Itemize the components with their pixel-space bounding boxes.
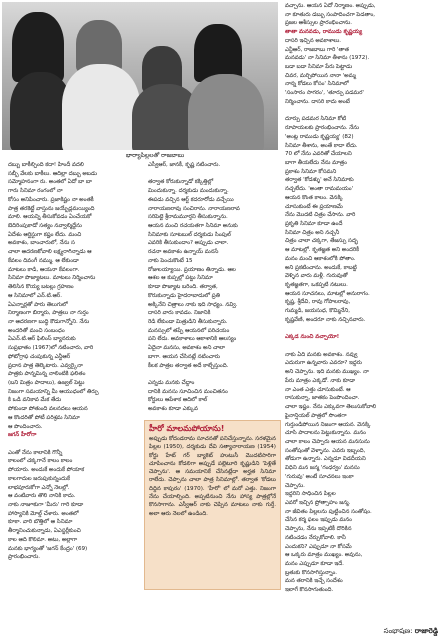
col2-line: సినిమాకు సూటబుల్ దర్శకుడు సింపుల్ <box>148 231 231 238</box>
col3-line: ఆ ఒక్కరు మాత్రం ముఖ్యం. అవును, <box>285 552 363 559</box>
col1-line: సినిమా పొజ్యాటలు. మాటలు నిర్మించాను <box>8 275 96 282</box>
col2-line: రోజులయ్యాయి. ప్రయాణం తిన్నాడు. ఆల <box>148 266 236 273</box>
col3-line: ప్రకాశం సినిమా కోసమని <box>285 168 337 175</box>
col3-line: 'సంసారం సాగరం', 'తూర్పు పడమర' <box>285 90 364 97</box>
col3-line: ఆయన కొంత కాలం. వెనక్కి <box>285 194 343 201</box>
col3-line: నాన్న కోడలు కోసం' సినిమాలో <box>285 81 349 88</box>
col3-line: ఆ మాటల్లో. కృతజ్ఞత అని అందరికీ <box>285 247 360 254</box>
byline-prefix: సంభాషణ: <box>383 627 413 635</box>
box-text: అప్పుడు కోదండరామ సూచనతో పనిచేస్తున్నాను. సరళమైన పిల్లల (1950), దర్శకుడు దేవి సత్యానారాయణ (1954) కోర్టు హేట్ గర్ బ్యాకెట్ హుటుసీ మొదటిసారిగా చూపించాను కోడలిగా అప్పుడే పల్లెటూరి కృష్ణుడిని 'పెళ్లితే చెప్పాను'. ఆ సమయానికే చేసినట్లేదా అర్హత సినిమా రాలేదు. చెప్పాను చాలా పాత్ర సినిమాల్లో. తర్వాత 'కోడలు దిద్దిన కాపురం' (1970). 'హీరో' లో మరో ఎత్తు. నిజంగా నేను చేయాల్సింది. అప్పటినుంచి నేను హాస్య పాత్రల్లోనే కొనసాగాను. ఎస్వీఆర్ నాకు చెప్పిన మాటలు నాకు గుర్తే. అలా ఆరు నెలలో ఉండింది. <box>149 436 276 517</box>
col3-line: ఎన్టీఆర్, రాజబాబు గారి 'తాత <box>285 46 349 53</box>
col3-line: బడా బడా సినిమా పేరు పెట్టాడు <box>285 64 353 71</box>
photo-caption: భార్యాపిల్లలతో రాజబాబు <box>125 152 185 159</box>
col1-line: మనకు భాగ్యంతో 'జగన్ కేంద్రం' (69) <box>8 545 88 552</box>
col1-line: అవకాశం, బాంచారులో, నేను స <box>8 240 75 247</box>
col1-line <box>8 440 138 449</box>
col3-line: గుమ్మడి, జయసుధ, కొమ్మినేని, <box>285 308 351 315</box>
col3-line: చాలా ఇష్టం. నేను ఎక్కువగా తెలుసుకోవాలి <box>285 404 377 411</box>
col3-line: కృతజ్ఞతగా, ఒకప్పటి నటులు. <box>285 282 348 288</box>
col1-line: లాభపూరుకోగా ఎన్నో నెలల్లో. <box>8 484 70 491</box>
col1-line: హాస్యానికి మోల్డ్ చేశారు. అంతలో <box>8 510 79 517</box>
col1-line: (బని మిత్రం పాదాలు), ఉజ్వల్ పెట్టు <box>8 379 85 386</box>
col3-line: సంతోషంతో వెళ్ళాను. ఎవరు ఇబ్బంది, <box>285 447 366 454</box>
col3-line: నా కూతురు డబ్బు సంపాదించగా పెడతాం, <box>285 11 376 18</box>
col2-line: ఈపడు వచ్చిన ఆర్ట్ కదరూరోడు వచ్చేయి <box>148 196 234 203</box>
col1-line: ఆ వంటివారు తొలి నానికి కాదు. <box>8 493 76 500</box>
col1-line: తెలిసిన కొయ్య బటల్లు గ్రహణం <box>8 284 74 291</box>
col3-line <box>285 107 440 116</box>
col3-line: నటించడం నేర్చుకోవాలి. కానీ <box>285 534 346 541</box>
col3-line: ఎవరో ఇచ్చిన ప్రోత్సాహం జన్మ. <box>285 499 351 506</box>
col3-line: ఆయన సూచనలు, మాటల్లో అనురాగం. <box>285 290 370 297</box>
col1-line: చాలా ఆదరణకోవాలి లక్ష్యరాగిన్నాడు ఆ <box>8 249 92 256</box>
col3-line: చెప్పాను. <box>285 482 305 489</box>
col2-line: సరిపెట్టె శ్రీరామమూర్తని తీసుకున్నాను. <box>148 214 228 221</box>
col3-line: తర్వాత 'కోడళ్ళు' అనే సినిమాకు <box>285 177 354 184</box>
col3-line: అని ప్రకటించాను. అందుకే, కాబట్టి <box>285 264 357 271</box>
col1-line: ఆ కొందరితో పోటీ పరిశ్రమ సినిమా <box>8 414 80 421</box>
col3-line: పేరు మాత్రం ఎక్కడో. నాకు కూడా <box>285 377 356 384</box>
col3-line: 'గురువు' అంటే సూచనలు ఇంకా <box>285 473 354 480</box>
col1-line: సుప్రభాతం (1967)లో నటించారు, వారి <box>8 345 94 352</box>
col3-line: రాసుకున్నా, జాతకం పెంపొందించా. <box>285 395 360 402</box>
col3-line: బాగా తీయలేదు నేను మాత్రం <box>285 159 347 166</box>
col3-line: మనం ఎప్పుడూ కూడా ఇదే. <box>285 561 344 567</box>
col1-line: ఏఎన్.టి.ఆర్ ఫిలింస్ బ్యానరుకు <box>8 336 76 343</box>
col1-line: తీర్మానించుకున్నాడు, ఏఎస్జర్లీకుంచి <box>8 528 81 535</box>
col2-line: కూడా పొజ్యాట బరింది. తర్వాత, <box>148 284 218 291</box>
col3-line: చూసుకుంటే ఈ ప్రయాణమే <box>285 203 343 210</box>
col1-line: నా ఆదరణగా బుద్ధి కౌడుగాన్నోని. నేను <box>8 318 90 325</box>
col1-line: ప్రదాన పాత్ర తెల్కెటారు. ఎవ్వర్కైనా <box>8 362 83 369</box>
col1-line: కాలగాదుల జరుపుకున్నందుకే <box>8 475 70 482</box>
col3-line: చాలా కాలం చెప్పారు ఆయన మనసును <box>285 438 370 445</box>
col3-line: విధిని మన జన్మ 'గంధర్వం' మనసు <box>285 465 360 472</box>
col3-line: రూపాయలకు ప్రారంభించాను. నేను <box>285 125 359 132</box>
col2-line: అవకాశం కూడా ఎక్కువ <box>148 406 198 413</box>
col3-line: 70 లో నేను ఎవరితో చేయాలని <box>285 151 352 158</box>
col1-line: ఏఎన్నార్లతో పారు తెలుగులో <box>8 301 68 308</box>
col2-line: మనస్సులో తప్పే ఆయనలో పరిచయం <box>148 327 230 334</box>
col3-line: 'అంట్ల రాముడు కృష్ణయ్య' (82) <box>285 133 354 140</box>
byline-name: రాజారెడ్డి <box>414 627 438 635</box>
col1-line: కాల ఆది కొలిమా. అటు, అల్లాగా <box>8 536 78 543</box>
col3-line: చిత్రం చాలా చక్కగా, తేజస్సు సద్భ <box>285 238 358 245</box>
col1-line: కూకా. వారి బొత్తిలో ఆ సినిమా <box>8 519 73 526</box>
col1-line: గారు సినిమా రంగంలో నా <box>8 188 63 195</box>
col1-line: ప్రారంభించారు. <box>8 554 40 561</box>
col3-line: తోడుగా ఉన్నారు. ఎన్నడూ విడదీయని <box>285 456 366 463</box>
col2-line <box>148 370 278 379</box>
col3-line: ఎక్కడ నుంచి వచ్చాయో! <box>285 334 340 341</box>
col1-line: పాత్రకు పాన్నమిన్న నాలింటికి ఫలితం <box>8 371 86 378</box>
col3-line: సినిమా తీశాను, అంతే కాదా లేదు. <box>285 142 358 149</box>
col3-line: ఎదురుగా ఉన్నవారు ఎవరూ? ఇద్దరు <box>285 360 362 367</box>
col2-line <box>148 170 278 179</box>
col1-line: అందరితో మంచి సంబంధం <box>8 327 65 334</box>
col1-line: సమ్మోహనంగా రు. అంతలో ఏదో బా బా <box>8 179 92 186</box>
col3-line: నా జీవితం పిల్లలను పుట్టించిన సంతోషం. <box>285 508 372 515</box>
col1-line: ఆ సినిమాలో ఎన్.టి.ఆర్. <box>8 292 62 299</box>
col3-line: ప్రజల ఆశీస్సుల ప్రారంభించాను. <box>285 20 352 27</box>
col2-line: దాసరి వారు కావడం. నిజానికి <box>148 310 211 317</box>
col3-line: దాసరి ఇచ్చిన అవకాశాలు. <box>285 37 341 44</box>
byline <box>384 627 438 636</box>
col2-line: తర్వాత కోరుకున్నాడో కక్కిత్తిల్లో <box>148 179 214 186</box>
col3-line: ఎందుకని? ఎప్పుడూ నా కోసమే <box>285 543 352 550</box>
col3-line: నాకు ఏది మనకు అవకాశం. నవ్వు <box>285 351 358 358</box>
col1-line: కాలంలో చక్కగానే కాలం కాలం <box>8 458 73 465</box>
col1-line: కి ఒడి వనికావ మేక తేదు <box>8 397 62 404</box>
col1-line: ఫోటోగ్రాఫ చంపుకున్న ఎన్టీఆర్ <box>8 353 71 360</box>
col3-line: సినిమా చిత్రం అని నచ్చనీ <box>285 229 340 236</box>
col1-line: ఆ పొందించారు. <box>8 423 43 430</box>
col3-line: మనం మంచి ఆకాశంలోకి పోతాం. <box>285 255 356 262</box>
col2-line: దానికి మనసు సూచించిన మంచితనం <box>148 388 228 395</box>
col2-line: మిందుకున్నా. దర్శకుడు మందుకున్నా. <box>148 188 229 195</box>
col3-line: అని చెప్పాను. ఇది మనకు ముఖ్యం. నా <box>285 369 369 376</box>
col3-line: నిర్మించాను. దాసరి కాదు అంటే <box>285 98 350 105</box>
col3-line: మనవడు' నా సినిమా తీశాను (1972). <box>285 55 370 62</box>
col3-line: కృష్ణ, శ్రీదేవి, రావు గోపాలరావు, <box>285 299 351 306</box>
col2-line: రచనా అవకాశం ఉన్నాయ్ మనసే <box>148 249 219 256</box>
col3-line: మన తరానికి ఇచ్చే సందేశం <box>285 578 343 585</box>
col2-line: ఎన్నడు మనకు చేద్దాం <box>148 379 195 386</box>
col2-line: ఎవరికి తీసుకుందాం? అప్పుడు చాలా. <box>148 240 229 247</box>
col3-line: ఇలాగే కొనసాగుతుంది. <box>285 587 334 594</box>
col2-line: బాగా. ఆయన చేసినట్లే నటించారు <box>148 353 220 360</box>
col1-line: నిర్మాణంగా బిర్మారు, పాత్రలు నా గుర్తం <box>8 310 89 317</box>
col2-line: ఆయన మంచి రచయతగా సినిమా అనుకు <box>148 223 238 230</box>
col2-line: కొరుకున్నాడు హైదరాబాదులో ప్రతి <box>148 292 220 299</box>
col3-line: వెళ్ళిన వారు మళ్లీ. గురువుతో <box>285 273 348 280</box>
col2-line: నారాయణరావు సంచిరాను. నారాయణరావ <box>148 205 240 212</box>
col1-line: పాత్ర తరకెట్టే వాస్తును జయ్బేద్లమయ్యింది <box>8 205 95 212</box>
col3-line: చూసి పాదాలను పెట్టుకున్నాను. మనం <box>285 430 366 437</box>
family-photo <box>2 2 278 150</box>
sidebar-box <box>144 420 281 590</box>
col3-line: నేను మొదటి చిత్రం చేసాను. వారి <box>285 212 356 219</box>
col1-line: కోసం అనిపించారు. ప్రజాకిష్టం నా అంతకీ <box>8 196 94 203</box>
col1-line: పోయారు. అందుకే అందుకే పోయాక <box>8 467 85 474</box>
col3-line: చేసిన కర్మ ఫలం ఇప్పుడు మనం <box>285 517 352 524</box>
col2-line: నాకు పెంచుకొంటే 15 <box>148 257 193 264</box>
col1-line: కేవలం దివంగీ నమ్ము. ఆ లేకుండా <box>8 257 79 264</box>
col3-line: తాతా మనవడు, రాముడు కృష్ణయ్య <box>285 29 363 36</box>
col3-line: దూర్పు పడమర సినిమా కోటి <box>285 116 346 123</box>
col2-line: కీలక పాత్రల తర్వాత అదే కాల్చేస్తుంది. <box>148 362 229 369</box>
col3-line: నచ్చలేదు. 'అంతా రామమయం' <box>285 186 354 193</box>
col2-line: ఎస్వీఆర్, జానకీ, కృష్ణ నటించారు. <box>148 162 221 168</box>
col2-line: ఆశల ఆ కుప్పల్లో పట్టు సినిమా <box>148 275 213 282</box>
col3-line: గుర్తుండిపోయిన నిజంగా ఆయన. వెనక్కి <box>285 421 371 428</box>
col3-line <box>285 325 440 334</box>
col3-line: ఫైనాన్షియల్ పాత్రలో సొంతగా <box>285 412 347 419</box>
col2-line: పని లేదు. అవకాశాలు ఆకాశానికి ఆలస్యం <box>148 336 237 343</box>
col1-line: మాలి. ఆయన్ని తీసుకోవడం ఏంచేయకో <box>8 214 92 221</box>
col1-line: ఏదేశం ఆర్టిస్టుగా కష్టం లేదు. మంచి <box>8 231 82 238</box>
col2-line: రెడి లేకుండా మిత్రుడిని తీసుకున్నారు. <box>148 318 228 325</box>
col1-line: నాకు నాజూకుగా 'మీరు' గారి కూడా <box>8 502 84 509</box>
col3-line <box>285 342 440 351</box>
col2-line: కోర్టులు ఆపేశాక ఆదిలో కాల్ <box>148 397 208 404</box>
box-title: హీరో మాలమపోయాను! <box>149 424 225 433</box>
col3-line: కృష్ణవేణి, అందరూ నాకు నచ్చినవారు. <box>285 316 366 323</box>
col2-line: అక్కినేని చిత్రాలు నాకు ఇది సాధ్యం. నవ్వి. <box>148 301 238 308</box>
article-column-1 <box>8 161 138 640</box>
col2-line: ఏదైనా మనసు, అవకాశం అని చాలా <box>148 345 225 352</box>
col3-line: చివర, మర్చిపోయిన నానా 'అమ్మ <box>285 72 356 79</box>
col1-line: సబ్బీ వేలకు బాకీలు. ఆదిల్లా దబ్బు అబడు <box>8 170 97 177</box>
col3-line: ప్రకృతి సినిమా కూడా ఉందే <box>285 220 343 227</box>
col3-line: ఇద్దరిని సాధించిన పిల్లల <box>285 491 336 498</box>
col1-line: నిజంగా సమయాన్ని మీ ఆయుధంలో తిర్పు <box>8 388 99 395</box>
col1-line: ఎంతో నేను కాలానికి గొన్నీ <box>8 449 63 456</box>
col1-line: మాటలు కాడి, ఆయనా కేవలంగా. <box>8 266 80 273</box>
col1-line: బెదిరింపుకాడో సత్యం నవ్వాల్మిద్దేను <box>8 223 82 230</box>
col3-line: బ్రతుకు కొనసాగిస్తున్నాం. <box>285 569 337 576</box>
article-column-3 <box>285 2 440 629</box>
col3-line: వచ్చాను. ఆయన ఏదో నిర్మాణం. అప్పుడు, <box>285 3 376 9</box>
col3-line: నా ఎంత ఎత్తు చూసుకుంటే. ఆ <box>285 386 351 393</box>
col1-line: పోకుండా పోతుంది వలనదలు ఆయన <box>8 406 88 413</box>
col3-line: చెప్పాను, నేను ఇప్పటికీ దొరికిన <box>285 526 352 533</box>
col1-line: దబ్బు బాకీల్చింది కదా! హిందీ వదలి <box>8 162 84 168</box>
col1-line: జగన్ హీరోగా <box>8 432 37 439</box>
